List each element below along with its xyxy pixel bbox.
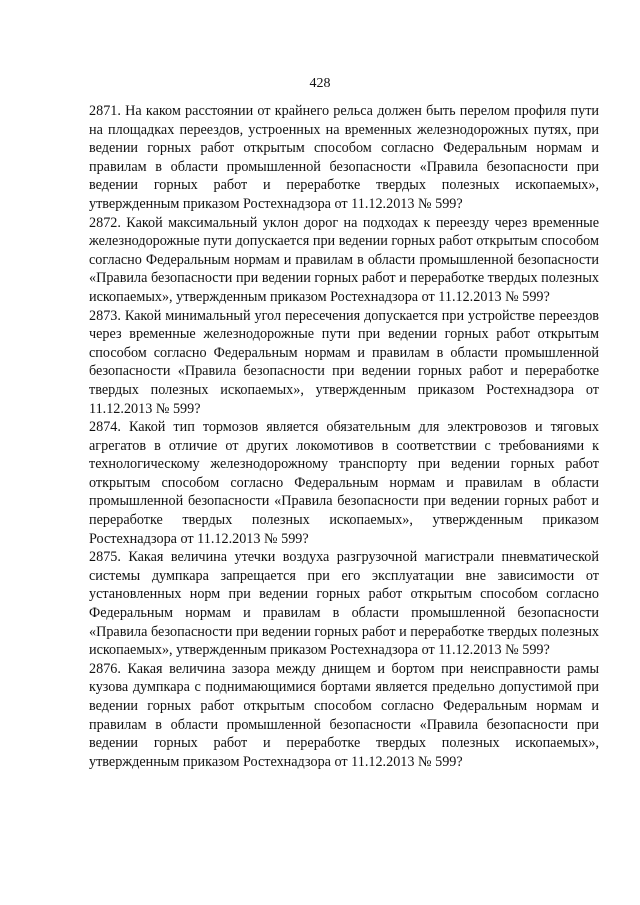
page-number: 428 [309, 76, 331, 91]
question-2871: 2871. На каком расстоянии от крайнего рельса должен быть перелом профиля пути на площадках переездов, устроенных на временных железнодорожных путях, при ведении горных работ открытым способом согласно Федеральным нормам и правилам в области промышленной безопасности «Правила безопасности при ведении горных работ и переработке твердых полезных ископаемых», утвержденным приказом Ростехнадзора от 11.12.2013 № 599? [89, 103, 599, 212]
question-2875: 2875. Какая величина утечки воздуха разгрузочной магистрали пневматической системы думпкара запрещается при его эксплуатации вне зависимости от установленных норм при ведении горных работ открытым способом согласно Федеральным нормам и правилам в области промышленной безопасности «Правила безопасности при ведении горных работ и переработке твердых полезных ископаемых», утвержденным приказом Ростехнадзора от 11.12.2013 № 599? [89, 549, 599, 659]
question-2876: 2876. Какая величина зазора между днищем и бортом при неисправности рамы кузова думпкара с поднимающимися бортами является предельно допустимой при ведении горных работ открытым способом согласно Федеральным нормам и правилам в области промышленной безопасности «Правила безопасности при ведении горных работ и переработке твердых полезных ископаемых», утвержденным приказом Ростехнадзора от 11.12.2013 № 599? [89, 660, 599, 770]
question-list [89, 102, 599, 771]
question-2874: 2874. Какой тип тормозов является обязательным для электровозов и тяговых агрегатов в отличие от других локомотивов в соответствии с требованиями к технологическому железнодорожному транспорту при ведении горных работ открытым способом согласно Федеральным нормам и правилам в области промышленной безопасности «Правила безопасности при ведении горных работ и переработке твердых полезных ископаемых», утвержденным приказом Ростехнадзора от 11.12.2013 № 599? [89, 419, 599, 547]
question-2872: 2872. Какой максимальный уклон дорог на подходах к переезду через временные железнодорожные пути допускается при ведении горных работ открытым способом согласно Федеральным нормам и правилам в области промышленной безопасности «Правила безопасности при ведении горных работ и переработке твердых полезных ископаемых», утвержденным приказом Ростехнадзора от 11.12.2013 № 599? [89, 214, 599, 305]
question-2873: 2873. Какой минимальный угол пересечения допускается при устройстве переездов через временные железнодорожные пути при ведении горных работ открытым способом согласно Федеральным нормам и правилам в области промышленной безопасности «Правила безопасности при ведении горных работ и переработке твердых полезных ископаемых», утвержденным приказом Ростехнадзора от 11.12.2013 № 599? [89, 307, 599, 417]
